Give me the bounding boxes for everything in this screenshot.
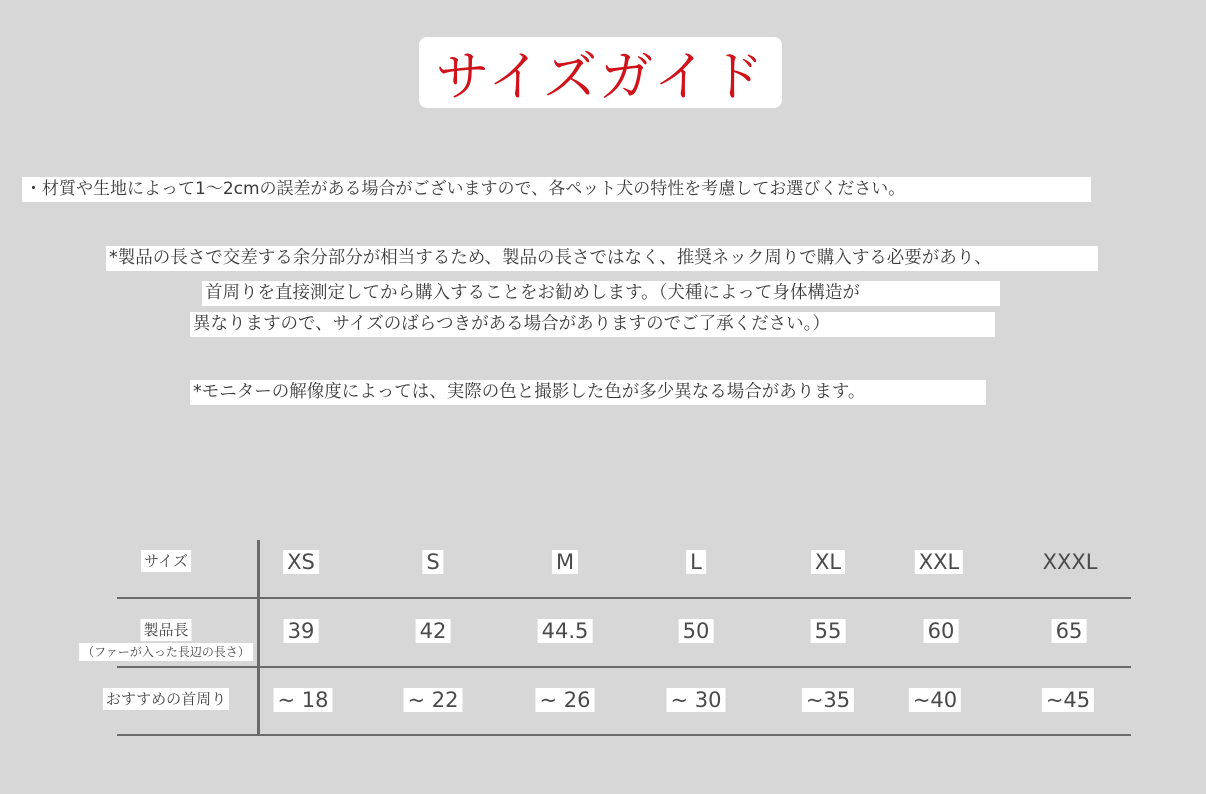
length-row-sublabel: （ファーが入った長辺の長さ） bbox=[79, 643, 253, 661]
size-row-label: サイズ bbox=[141, 550, 191, 572]
size-header-cell: S bbox=[422, 550, 443, 574]
neck-cell: ~ 26 bbox=[536, 688, 595, 712]
neck-row-label: おすすめの首周り bbox=[103, 688, 229, 710]
table-vertical-divider bbox=[257, 540, 260, 736]
note-length-line-3: 異なりますので、サイズのばらつきがある場合がありますのでご了承ください。） bbox=[190, 312, 995, 337]
neck-cell: ~ 18 bbox=[274, 688, 333, 712]
note-monitor: *モニターの解像度によっては、実際の色と撮影した色が多少異なる場合があります。 bbox=[190, 380, 986, 405]
table-divider bbox=[117, 734, 1131, 736]
note-tolerance: ・材質や生地によって1～2cmの誤差がある場合がございますので、各ペット犬の特性を考慮してお選びください。 bbox=[22, 177, 1091, 202]
size-header-cell: L bbox=[686, 550, 706, 574]
length-cell: 44.5 bbox=[538, 619, 593, 643]
note-length-line-1: *製品の長さで交差する余分部分が相当するため、製品の長さではなく、推奨ネック周りで購入する必要があり、 bbox=[106, 246, 1098, 271]
table-divider bbox=[117, 666, 1131, 668]
neck-cell: ~ 30 bbox=[667, 688, 726, 712]
length-cell: 55 bbox=[811, 619, 846, 643]
neck-cell: ~ 22 bbox=[404, 688, 463, 712]
neck-cell: ~40 bbox=[909, 688, 961, 712]
page-title: サイズガイド bbox=[435, 45, 766, 108]
neck-cell: ~45 bbox=[1042, 688, 1094, 712]
length-cell: 60 bbox=[924, 619, 959, 643]
size-header-cell: XL bbox=[811, 550, 845, 574]
length-cell: 65 bbox=[1052, 619, 1087, 643]
size-header-cell: XS bbox=[283, 550, 319, 574]
length-cell: 50 bbox=[679, 619, 714, 643]
table-divider bbox=[117, 597, 1131, 599]
length-cell: 42 bbox=[416, 619, 451, 643]
length-cell: 39 bbox=[284, 619, 319, 643]
size-header-cell: XXXL bbox=[1042, 550, 1098, 574]
note-length-line-2: 首周りを直接測定してから購入することをお勧めします。（犬種によって身体構造が bbox=[202, 281, 1000, 306]
size-header-cell: M bbox=[552, 550, 578, 574]
length-row-label: 製品長 bbox=[140, 619, 191, 641]
neck-cell: ~35 bbox=[802, 688, 854, 712]
size-header-cell: XXL bbox=[915, 550, 963, 574]
